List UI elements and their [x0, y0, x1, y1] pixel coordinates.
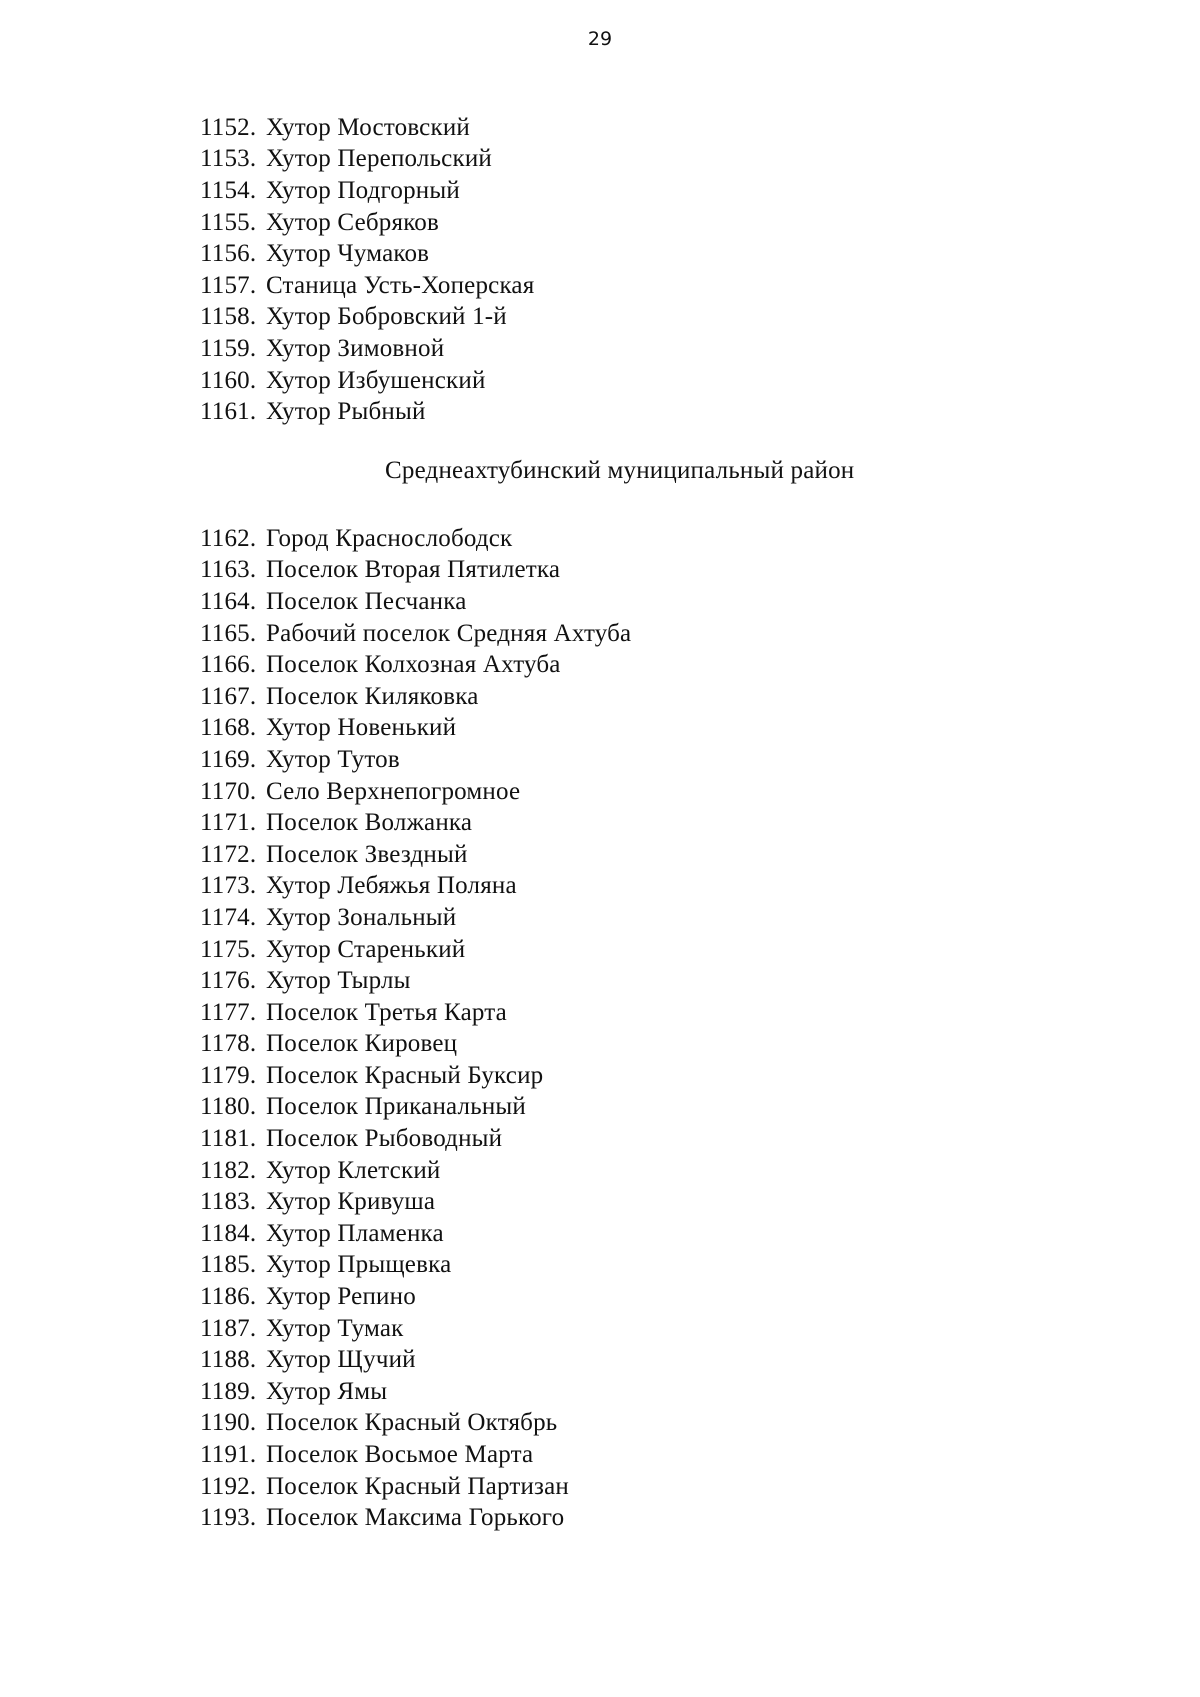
list-item — [0, 1155, 1200, 1187]
list-item — [0, 1376, 1200, 1408]
item-number: 1183. — [200, 1188, 257, 1216]
list-item — [0, 713, 1200, 745]
item-name: Хутор Подгорный — [266, 176, 460, 204]
list-item — [0, 744, 1200, 776]
item-name: Хутор Себряков — [266, 208, 439, 236]
item-name: Город Краснослободск — [266, 524, 513, 552]
item-name: Станица Усть-Хоперская — [266, 271, 535, 299]
item-number: 1153. — [200, 145, 257, 173]
settlement-list-lower — [0, 523, 1200, 1534]
item-number: 1158. — [200, 303, 257, 331]
item-number: 1166. — [200, 651, 257, 679]
list-item — [0, 333, 1200, 365]
item-name: Поселок Рыбоводный — [266, 1125, 503, 1153]
item-name: Поселок Волжанка — [266, 809, 473, 837]
item-number: 1181. — [200, 1125, 257, 1153]
item-name: Поселок Колхозная Ахтуба — [266, 651, 561, 679]
item-number: 1172. — [200, 840, 257, 868]
list-item — [0, 649, 1200, 681]
item-name: Хутор Старенький — [266, 935, 466, 963]
item-number: 1182. — [200, 1156, 257, 1184]
item-name: Хутор Избушенский — [266, 366, 486, 394]
item-number: 1190. — [200, 1409, 257, 1437]
item-name: Поселок Восьмое Марта — [266, 1441, 534, 1469]
list-item — [0, 1218, 1200, 1250]
list-item — [0, 555, 1200, 587]
list-item — [0, 934, 1200, 966]
item-name: Хутор Кривуша — [266, 1188, 436, 1216]
item-number: 1185. — [200, 1251, 257, 1279]
item-name: Поселок Киляковка — [266, 682, 479, 710]
list-item — [0, 144, 1200, 176]
item-number: 1184. — [200, 1219, 257, 1247]
list-item — [0, 270, 1200, 302]
list-item — [0, 997, 1200, 1029]
item-number: 1177. — [200, 998, 257, 1026]
item-number: 1167. — [200, 682, 257, 710]
item-name: Хутор Прыщевка — [266, 1251, 452, 1279]
item-name: Хутор Лебяжья Поляна — [266, 872, 517, 900]
item-number: 1171. — [200, 809, 257, 837]
list-item — [0, 207, 1200, 239]
item-number: 1191. — [200, 1441, 257, 1469]
item-number: 1162. — [200, 524, 257, 552]
item-number: 1193. — [200, 1504, 257, 1532]
list-item — [0, 1408, 1200, 1440]
item-name: Хутор Чумаков — [266, 240, 430, 268]
item-number: 1175. — [200, 935, 257, 963]
list-item — [0, 396, 1200, 428]
list-item — [0, 902, 1200, 934]
item-name: Рабочий поселок Средняя Ахтуба — [266, 619, 632, 647]
list-item — [0, 302, 1200, 334]
list-item — [0, 681, 1200, 713]
item-name: Поселок Песчанка — [266, 587, 467, 615]
item-number: 1180. — [200, 1093, 257, 1121]
list-item — [0, 1060, 1200, 1092]
item-name: Хутор Пламенка — [266, 1219, 444, 1247]
list-item — [0, 1439, 1200, 1471]
list-item — [0, 365, 1200, 397]
item-number: 1168. — [200, 714, 257, 742]
list-item — [0, 618, 1200, 650]
item-name: Поселок Вторая Пятилетка — [266, 556, 561, 584]
list-item — [0, 871, 1200, 903]
item-name: Хутор Ямы — [266, 1377, 388, 1405]
item-name: Поселок Кировец — [266, 1030, 458, 1058]
item-name: Хутор Тутов — [266, 745, 400, 773]
item-name: Хутор Зимовной — [266, 334, 445, 362]
list-item — [0, 112, 1200, 144]
item-name: Поселок Красный Октябрь — [266, 1409, 558, 1437]
item-number: 1169. — [200, 745, 257, 773]
item-number: 1161. — [200, 398, 257, 426]
list-item — [0, 807, 1200, 839]
item-number: 1157. — [200, 271, 257, 299]
list-item — [0, 776, 1200, 808]
item-name: Поселок Красный Партизан — [266, 1472, 569, 1500]
item-name: Хутор Тырлы — [266, 967, 411, 995]
item-name: Хутор Перепольский — [266, 145, 492, 173]
item-name: Поселок Приканальный — [266, 1093, 526, 1121]
list-item — [0, 1502, 1200, 1534]
item-number: 1188. — [200, 1346, 257, 1374]
list-item — [0, 1092, 1200, 1124]
list-item — [0, 1344, 1200, 1376]
page-number: 29 — [587, 28, 613, 50]
item-name: Хутор Мостовский — [266, 113, 470, 141]
item-number: 1186. — [200, 1283, 257, 1311]
item-number: 1156. — [200, 240, 257, 268]
item-name: Хутор Новенький — [266, 714, 457, 742]
item-number: 1164. — [200, 587, 257, 615]
item-name: Село Верхнепогромное — [266, 777, 521, 805]
item-name: Хутор Тумак — [266, 1314, 404, 1342]
list-item — [0, 175, 1200, 207]
list-item — [0, 1029, 1200, 1061]
item-number: 1176. — [200, 967, 257, 995]
item-name: Поселок Звездный — [266, 840, 468, 868]
item-number: 1179. — [200, 1061, 257, 1089]
item-number: 1178. — [200, 1030, 257, 1058]
item-name: Поселок Третья Карта — [266, 998, 507, 1026]
item-number: 1187. — [200, 1314, 257, 1342]
item-number: 1189. — [200, 1377, 257, 1405]
list-item — [0, 1250, 1200, 1282]
section-heading: Среднеахтубинский муниципальный район — [385, 457, 855, 484]
item-name: Поселок Максима Горького — [266, 1504, 565, 1532]
list-item — [0, 1186, 1200, 1218]
item-name: Хутор Рыбный — [266, 398, 426, 426]
item-number: 1154. — [200, 176, 257, 204]
item-name: Хутор Клетский — [266, 1156, 441, 1184]
item-number: 1159. — [200, 334, 257, 362]
list-item — [0, 586, 1200, 618]
list-item — [0, 839, 1200, 871]
settlement-list-upper — [0, 112, 1200, 428]
item-number: 1163. — [200, 556, 257, 584]
list-item — [0, 1313, 1200, 1345]
list-item — [0, 1281, 1200, 1313]
item-number: 1160. — [200, 366, 257, 394]
list-item — [0, 238, 1200, 270]
list-item — [0, 1123, 1200, 1155]
item-name: Хутор Бобровский 1-й — [266, 303, 507, 331]
item-number: 1173. — [200, 872, 257, 900]
item-number: 1170. — [200, 777, 257, 805]
item-number: 1152. — [200, 113, 257, 141]
item-number: 1165. — [200, 619, 257, 647]
item-number: 1155. — [200, 208, 257, 236]
item-name: Хутор Зональный — [266, 903, 457, 931]
list-item — [0, 965, 1200, 997]
list-item — [0, 523, 1200, 555]
item-number: 1174. — [200, 903, 257, 931]
item-name: Хутор Репино — [266, 1283, 416, 1311]
item-name: Хутор Щучий — [266, 1346, 416, 1374]
item-name: Поселок Красный Буксир — [266, 1061, 544, 1089]
list-item — [0, 1471, 1200, 1503]
item-number: 1192. — [200, 1472, 257, 1500]
